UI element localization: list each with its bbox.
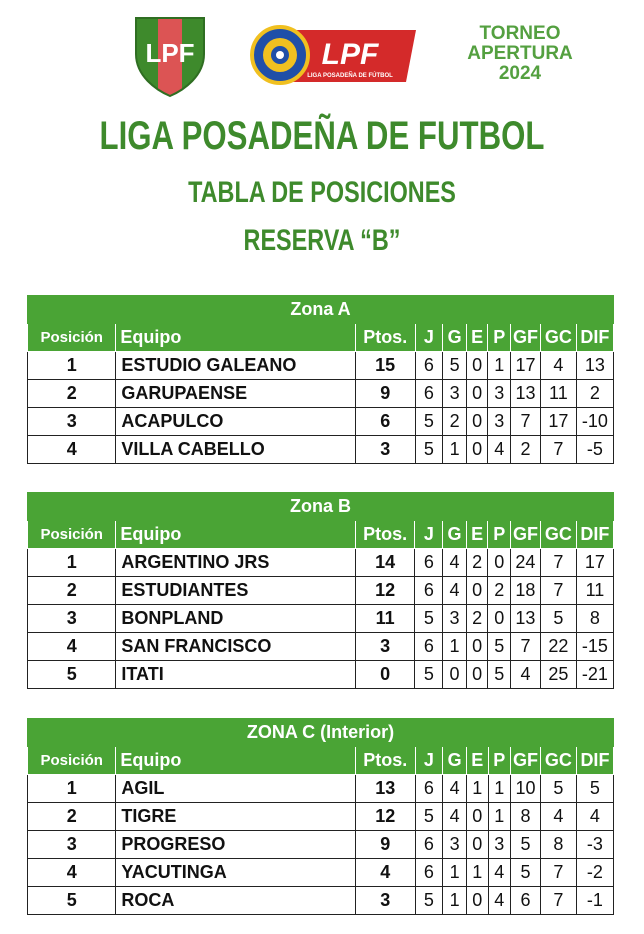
cell-dif: -3 [576,831,613,859]
cell-gf: 13 [511,380,541,408]
cell-g: 3 [443,831,467,859]
cell-p: 0 [488,549,511,577]
column-header-equipo: Equipo [116,324,356,352]
cell-e: 0 [466,577,488,605]
column-header-dif: DIF [576,521,613,549]
cell-dif: 17 [576,549,613,577]
torneo-line-1: TORNEO [479,23,561,44]
cell-j: 6 [415,549,443,577]
table-row [28,408,614,436]
cell-gc: 7 [540,887,576,915]
cell-g: 0 [443,661,467,689]
cell-gc: 11 [540,380,576,408]
column-header-g: G [443,747,467,775]
cell-posicion: 1 [28,352,116,380]
cell-equipo: BONPLAND [116,605,355,633]
column-header-row [28,324,614,352]
column-header-ptos: Ptos. [355,521,415,549]
cell-g: 4 [443,803,467,831]
cell-posicion: 2 [28,380,116,408]
cell-g: 2 [443,408,467,436]
cell-g: 1 [443,436,467,464]
cell-gf: 4 [511,661,541,689]
table-row [28,831,614,859]
column-header-j: J [415,747,443,775]
cell-equipo: ESTUDIO GALEANO [116,352,356,380]
zone-title: Zona A [28,296,614,324]
column-header-posicion: Posición [28,521,116,549]
cell-p: 4 [488,859,511,887]
cell-p: 0 [488,605,511,633]
cell-ptos: 3 [355,633,415,661]
cell-p: 3 [488,380,511,408]
cell-e: 0 [466,352,488,380]
cell-dif: -5 [576,436,613,464]
column-header-gf: GF [511,521,541,549]
cell-p: 4 [488,436,511,464]
cell-gf: 7 [511,408,541,436]
column-header-gc: GC [540,747,576,775]
cell-p: 1 [488,803,511,831]
cell-j: 5 [415,436,443,464]
cell-equipo: AGIL [116,775,356,803]
cell-equipo: SAN FRANCISCO [116,633,355,661]
column-header-g: G [443,324,467,352]
cell-g: 3 [443,380,467,408]
cell-j: 6 [415,775,443,803]
column-header-e: E [466,747,488,775]
cell-e: 2 [466,605,488,633]
cell-posicion: 3 [28,605,116,633]
cell-posicion: 1 [28,549,116,577]
cell-gc: 8 [540,831,576,859]
cell-equipo: ROCA [116,887,356,915]
cell-g: 4 [443,577,467,605]
cell-ptos: 12 [355,803,415,831]
table-row [28,775,614,803]
cell-j: 6 [415,352,443,380]
column-header-p: P [488,324,511,352]
cell-ptos: 15 [355,352,415,380]
column-header-p: P [488,747,511,775]
cell-ptos: 0 [355,661,415,689]
cell-g: 3 [443,605,467,633]
cell-p: 1 [488,352,511,380]
cell-dif: -21 [576,661,613,689]
cell-j: 6 [415,577,443,605]
cell-dif: 13 [576,352,613,380]
cell-j: 6 [415,859,443,887]
cell-ptos: 11 [355,605,415,633]
cell-equipo: ESTUDIANTES [116,577,355,605]
cell-j: 6 [415,831,443,859]
column-header-equipo: Equipo [116,521,355,549]
cell-posicion: 5 [28,887,116,915]
table-row [28,577,614,605]
cell-j: 5 [415,408,443,436]
cell-gc: 7 [540,436,576,464]
column-header-j: J [415,324,443,352]
table-row [28,887,614,915]
page-subtitle: TABLA DE POSICIONES [188,176,456,209]
column-header-p: P [488,521,511,549]
cell-j: 6 [415,380,443,408]
cell-dif: 2 [576,380,613,408]
cell-posicion: 1 [28,775,116,803]
table-row [28,633,614,661]
cell-gf: 6 [511,887,541,915]
cell-posicion: 4 [28,859,116,887]
torneo-line-3: 2024 [498,63,542,84]
column-header-row [28,521,614,549]
cell-dif: -15 [576,633,613,661]
cell-p: 3 [488,831,511,859]
cell-dif: 11 [576,577,613,605]
cell-e: 0 [466,380,488,408]
cell-gc: 7 [540,577,576,605]
cell-ptos: 3 [355,887,415,915]
cell-dif: 4 [576,803,613,831]
cell-dif: 8 [576,605,613,633]
column-header-gf: GF [511,324,541,352]
cell-ptos: 6 [355,408,415,436]
zone-title: ZONA C (Interior) [28,719,614,747]
cell-equipo: ITATI [116,661,355,689]
zone-c-table [27,718,614,915]
column-header-j: J [415,521,443,549]
table-row [28,605,614,633]
cell-j: 5 [415,887,443,915]
table-row [28,352,614,380]
cell-gf: 5 [511,831,541,859]
cell-ptos: 13 [355,775,415,803]
cell-p: 5 [488,661,511,689]
cell-posicion: 3 [28,408,116,436]
zone-title: Zona B [28,493,614,521]
cell-gf: 10 [511,775,541,803]
table-row [28,549,614,577]
cell-posicion: 4 [28,633,116,661]
cell-e: 1 [466,775,488,803]
cell-equipo: YACUTINGA [116,859,356,887]
cell-e: 0 [466,661,488,689]
cell-g: 1 [443,633,467,661]
cell-equipo: ACAPULCO [116,408,356,436]
cell-e: 0 [466,633,488,661]
cell-gc: 4 [540,803,576,831]
cell-ptos: 3 [355,436,415,464]
cell-gc: 4 [540,352,576,380]
table-row [28,380,614,408]
cell-j: 5 [415,661,443,689]
cell-equipo: GARUPAENSE [116,380,356,408]
column-header-g: G [443,521,467,549]
cell-e: 0 [466,408,488,436]
cell-e: 0 [466,803,488,831]
cell-g: 5 [443,352,467,380]
cell-j: 6 [415,633,443,661]
lpf-shield-text: LPF [145,38,195,68]
cell-gf: 24 [511,549,541,577]
cell-e: 0 [466,887,488,915]
column-header-dif: DIF [576,324,613,352]
cell-gf: 2 [511,436,541,464]
cell-e: 2 [466,549,488,577]
table-row [28,661,614,689]
cell-ptos: 9 [355,380,415,408]
cell-gc: 7 [540,859,576,887]
cell-posicion: 2 [28,577,116,605]
cell-gf: 8 [511,803,541,831]
cell-j: 5 [415,803,443,831]
cell-p: 3 [488,408,511,436]
cell-dif: -10 [576,408,613,436]
cell-g: 4 [443,775,467,803]
table-row [28,436,614,464]
cell-gc: 25 [540,661,576,689]
lpf-badge-logo [250,24,420,86]
cell-p: 1 [488,775,511,803]
column-header-posicion: Posición [28,324,116,352]
cell-equipo: TIGRE [116,803,356,831]
column-header-ptos: Ptos. [355,747,415,775]
cell-posicion: 3 [28,831,116,859]
lpf-badge-text: LPF [321,38,379,71]
column-header-e: E [466,324,488,352]
lpf-badge-subtext: LIGA POSADEÑA DE FÚTBOL [307,73,393,79]
cell-gc: 5 [540,775,576,803]
cell-gc: 17 [540,408,576,436]
lpf-shield-logo [132,14,208,98]
torneo-line-2: APERTURA [467,43,573,64]
cell-g: 4 [443,549,467,577]
category-title: RESERVA “B” [243,224,401,257]
cell-equipo: PROGRESO [116,831,356,859]
column-header-gf: GF [511,747,541,775]
cell-ptos: 9 [355,831,415,859]
cell-e: 0 [466,831,488,859]
cell-equipo: VILLA CABELLO [116,436,356,464]
page-title: LIGA POSADEÑA DE FUTBOL [99,114,545,158]
column-header-gc: GC [540,324,576,352]
cell-g: 1 [443,887,467,915]
column-header-dif: DIF [576,747,613,775]
cell-gf: 18 [511,577,541,605]
zone-a-table [27,295,614,464]
column-header-gc: GC [540,521,576,549]
table-row [28,803,614,831]
cell-ptos: 4 [355,859,415,887]
cell-ptos: 14 [355,549,415,577]
cell-j: 5 [415,605,443,633]
cell-gf: 7 [511,633,541,661]
cell-gc: 5 [540,605,576,633]
zone-b-table [27,492,614,689]
cell-posicion: 2 [28,803,116,831]
cell-dif: -2 [576,859,613,887]
column-header-equipo: Equipo [116,747,356,775]
cell-gf: 5 [511,859,541,887]
cell-gf: 17 [511,352,541,380]
cell-ptos: 12 [355,577,415,605]
cell-p: 5 [488,633,511,661]
cell-e: 0 [466,436,488,464]
cell-equipo: ARGENTINO JRS [116,549,355,577]
cell-dif: 5 [576,775,613,803]
cell-posicion: 5 [28,661,116,689]
cell-gc: 22 [540,633,576,661]
cell-dif: -1 [576,887,613,915]
column-header-e: E [466,521,488,549]
cell-g: 1 [443,859,467,887]
column-header-ptos: Ptos. [355,324,415,352]
torneo-label [450,24,590,84]
cell-gc: 7 [540,549,576,577]
cell-p: 4 [488,887,511,915]
cell-p: 2 [488,577,511,605]
cell-posicion: 4 [28,436,116,464]
column-header-posicion: Posición [28,747,116,775]
column-header-row [28,747,614,775]
table-row [28,859,614,887]
cell-gf: 13 [511,605,541,633]
cell-e: 1 [466,859,488,887]
